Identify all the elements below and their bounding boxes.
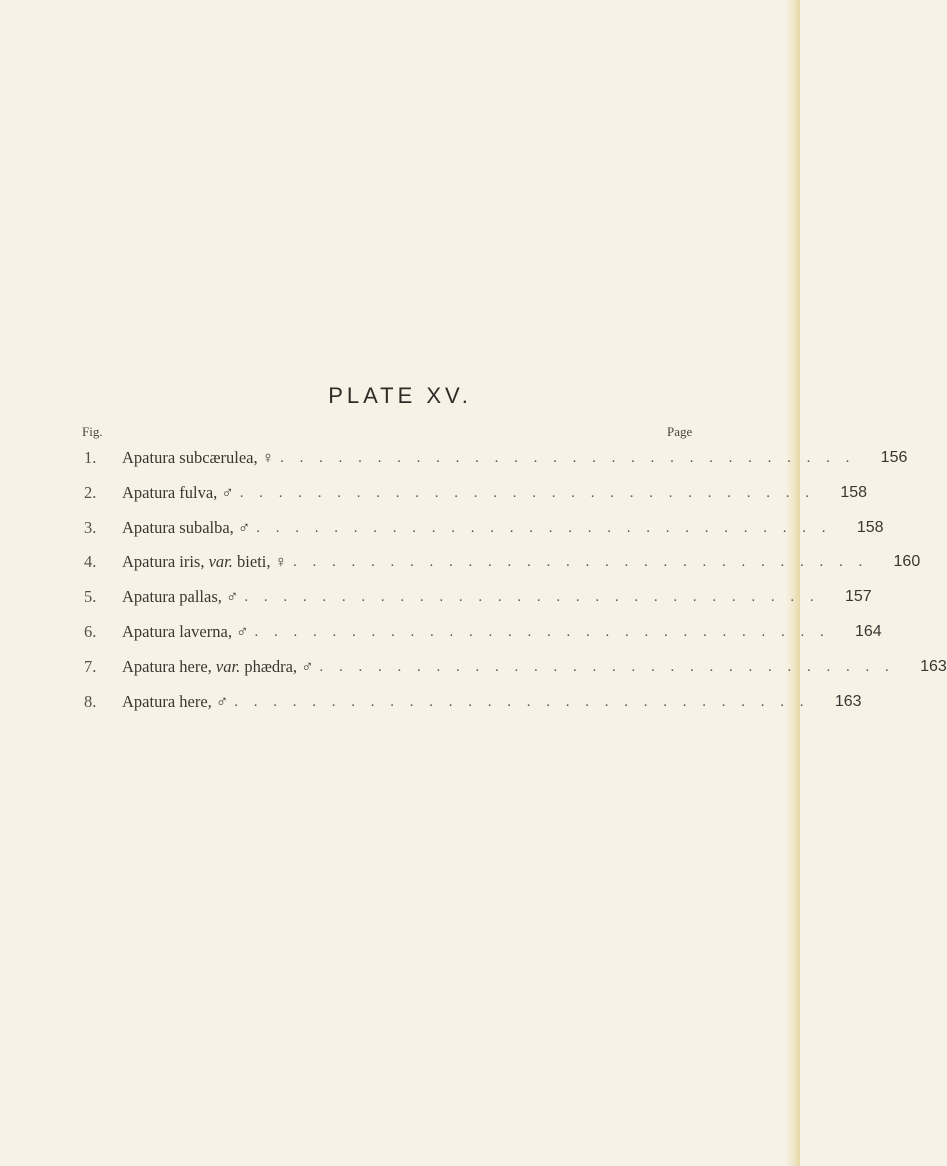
species-name: Apatura here, var. phædra, ♂: [122, 656, 314, 676]
page-number: 163: [920, 657, 947, 675]
fig-column-header: Fig.: [82, 424, 103, 439]
dot-leader: . . . . . . . . . . . . . . . . . . . . . . . . . . . . . .: [239, 484, 816, 501]
dot-leader: . . . . . . . . . . . . . . . . . . . . . . . . . . . . . .: [256, 519, 832, 536]
figure-number: 6.: [84, 621, 97, 641]
dot-leader: . . . . . . . . . . . . . . . . . . . . . . . . . . . . . .: [244, 589, 820, 606]
figure-number: 1.: [84, 448, 97, 467]
page-number: 158: [856, 518, 884, 536]
dot-leader: . . . . . . . . . . . . . . . . . . . . . . . . . . . . . .: [254, 623, 830, 640]
list-item: [82, 586, 872, 621]
dot-leader: . . . . . . . . . . . . . . . . . . . . . . . . . . . . . .: [292, 554, 869, 571]
variety-abbrev: var.: [208, 552, 233, 572]
species-name: Apatura subcærulea, ♀: [122, 448, 275, 467]
list-item: [82, 691, 862, 726]
variety-abbrev: var.: [215, 656, 241, 676]
dot-leader: . . . . . . . . . . . . . . . . . . . . . . . . . . . . . .: [280, 450, 856, 466]
species-name: Apatura here, ♂: [122, 691, 229, 711]
list-item: [82, 621, 882, 656]
dot-leader: . . . . . . . . . . . . . . . . . . . . . . . . . . . . . .: [234, 693, 810, 710]
list-item: [82, 656, 947, 691]
dot-leader: . . . . . . . . . . . . . . . . . . . . . . . . . . . . . .: [319, 658, 895, 675]
list-item: [82, 447, 908, 482]
plate-index-list: [82, 447, 947, 725]
figure-number: 7.: [84, 656, 97, 676]
page-edge: [786, 0, 800, 1166]
plate-title: PLATE XV.: [328, 383, 472, 408]
list-item: [82, 551, 921, 586]
page-number: 157: [844, 588, 872, 606]
list-item: [82, 482, 868, 517]
page-number: 164: [855, 622, 882, 640]
figure-number: 3.: [84, 517, 97, 537]
figure-number: 8.: [84, 691, 97, 711]
page-number: 158: [840, 483, 868, 501]
page-number: 163: [834, 692, 862, 710]
species-name: Apatura laverna, ♂: [122, 621, 249, 641]
list-item: [82, 517, 884, 552]
page-number: 156: [880, 449, 908, 466]
species-name: Apatura iris, var. bieti, ♀: [122, 552, 287, 572]
page-number: 160: [893, 553, 921, 571]
species-name: Apatura pallas, ♂: [122, 587, 239, 607]
figure-number: 2.: [84, 482, 97, 502]
page-column-header: Page: [667, 424, 693, 439]
figure-number: 4.: [84, 552, 97, 572]
species-name: Apatura fulva, ♂: [122, 482, 234, 502]
species-name: Apatura subalba, ♂: [122, 517, 251, 537]
figure-number: 5.: [84, 587, 97, 607]
